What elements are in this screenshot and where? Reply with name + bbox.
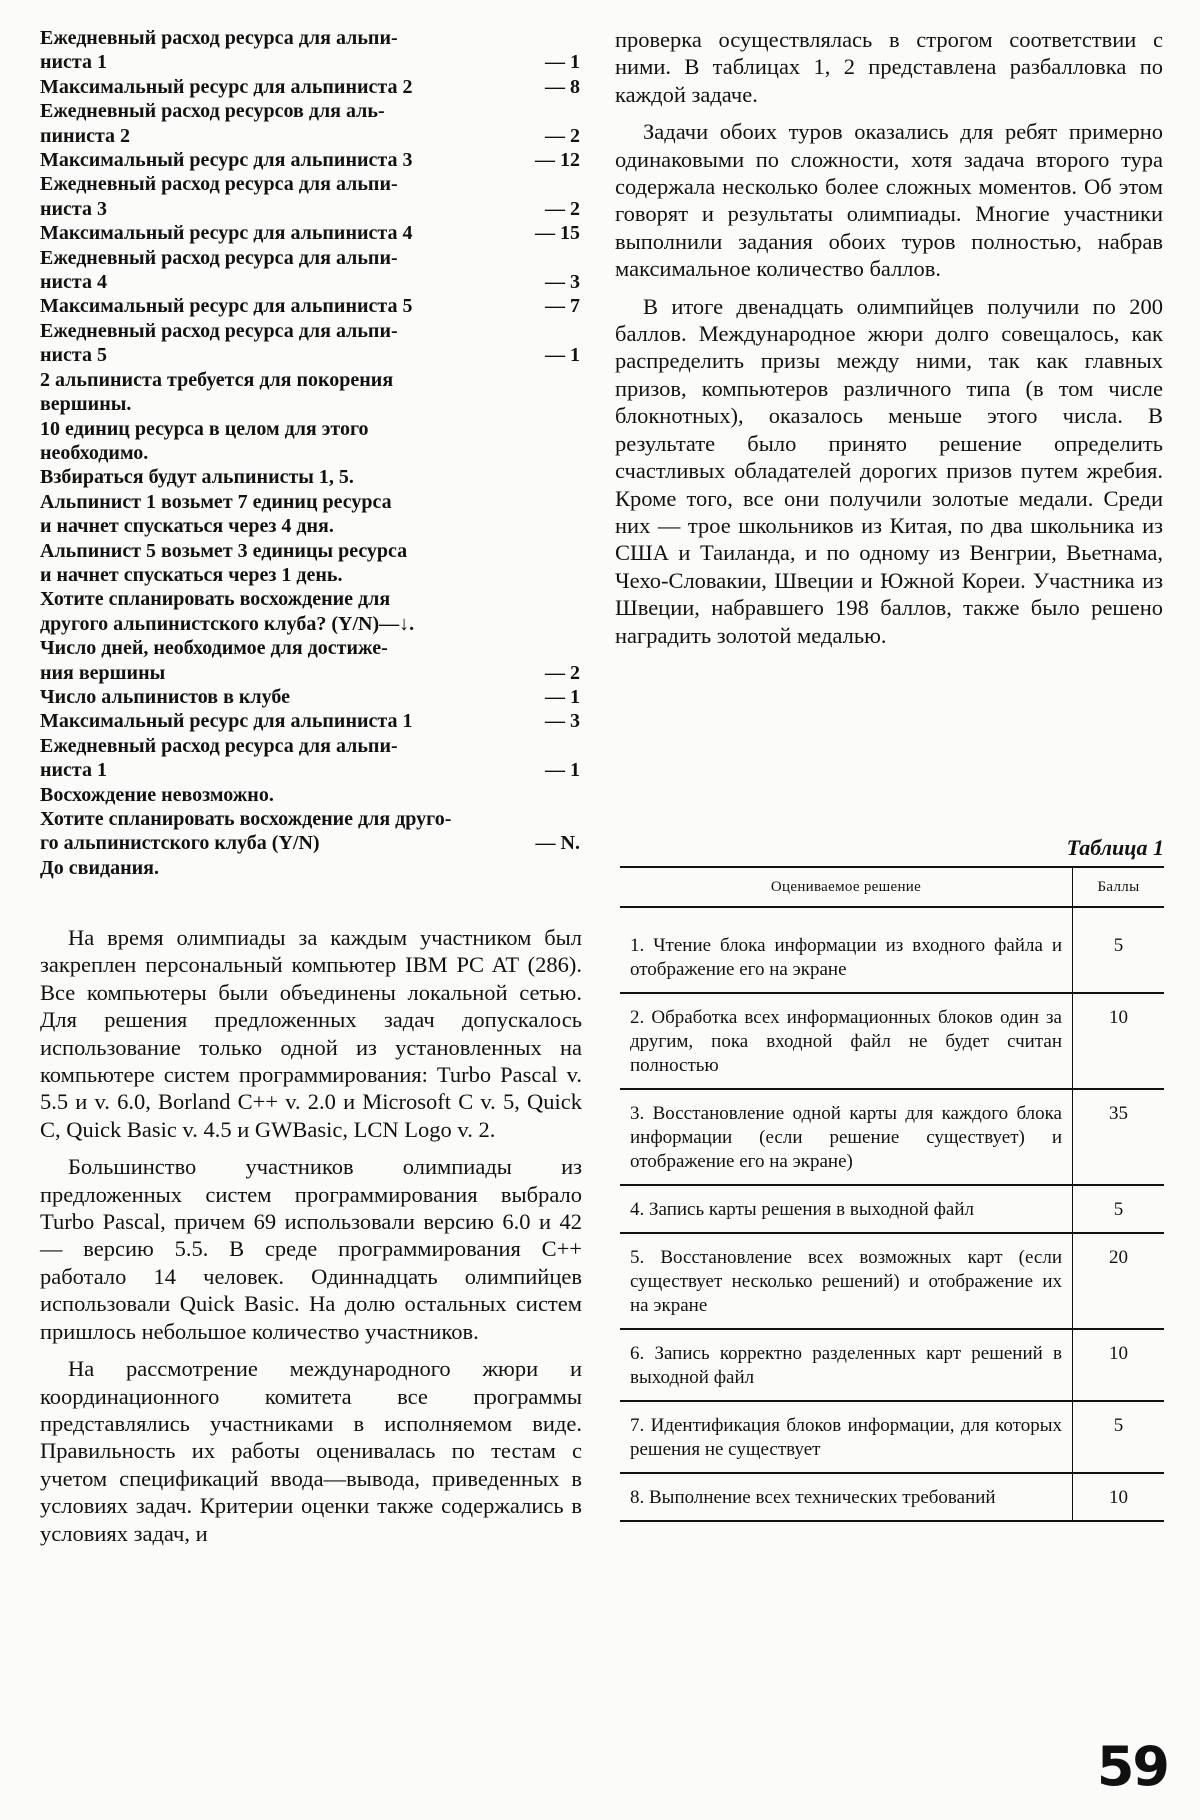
points-cell: 5 bbox=[1073, 1401, 1165, 1473]
listing-text: Максимальный ресурс для альпиниста 2 bbox=[40, 75, 413, 98]
listing-line bbox=[40, 294, 580, 318]
table-row bbox=[620, 1233, 1164, 1329]
column-header-points: Баллы bbox=[1073, 867, 1165, 907]
listing-text: необходимо. bbox=[40, 441, 149, 464]
listing-line bbox=[40, 831, 580, 855]
listing-line bbox=[40, 246, 580, 270]
listing-text: Ежедневный расход ресурса для альпи- bbox=[40, 734, 398, 757]
listing-text: Ежедневный расход ресурса для альпи- bbox=[40, 246, 398, 269]
listing-line bbox=[40, 758, 580, 782]
listing-line bbox=[40, 783, 580, 807]
listing-line bbox=[40, 856, 580, 880]
paragraph: Задачи обоих туров оказались для ребят примерно одинаковыми по сложности, хотя задача второго тура содержала несколько более сложных моментов. Об этом говорят и результаты олимпиады. Многие участники выполнили задания обоих туров полностью, набрав максимальное количество баллов. bbox=[615, 119, 1163, 282]
page-number: 59 bbox=[1096, 1735, 1168, 1798]
listing-value: — 12 bbox=[535, 149, 580, 172]
listing-text: и начнет спускаться через 4 дня. bbox=[40, 515, 334, 538]
listing-text: Ежедневный расход ресурса для альпи- bbox=[40, 173, 398, 196]
listing-line bbox=[40, 734, 580, 758]
points-cell: 35 bbox=[1073, 1089, 1165, 1185]
table-row bbox=[620, 1401, 1164, 1473]
listing-value: — 2 bbox=[545, 661, 580, 684]
table-row bbox=[620, 993, 1164, 1089]
table-row bbox=[620, 1329, 1164, 1401]
left-column-body bbox=[40, 924, 582, 1557]
criterion-cell: 3. Восстановление одной карты для каждого блока информации (если решение существует) и отображение его на экране) bbox=[620, 1089, 1073, 1185]
listing-value: — 1 bbox=[545, 759, 580, 782]
listing-line bbox=[40, 490, 580, 514]
listing-line bbox=[40, 270, 580, 294]
listing-text: пиниста 2 bbox=[40, 124, 131, 147]
listing-line bbox=[40, 26, 580, 50]
criterion-cell: 2. Обработка всех информационных блоков один за другим, пока входной файл не будет считан полностью bbox=[620, 993, 1073, 1089]
criterion-cell: 1. Чтение блока информации из входного файла и отображение его на экране bbox=[620, 907, 1073, 993]
listing-line bbox=[40, 661, 580, 685]
paragraph: На время олимпиады за каждым участником был закреплен персональный компьютер IBM PC AT (286). Все компьютеры были объединены локальной сетью. Для решения предложенных задач допускалось использование только одной из установленных на компьютере систем программирования: Turbo Pascal v. 5.5 и v. 6.0, Borland C++ v. 2.0 и Microsoft C v. 5, Quick C, Quick Basic v. 4.5 и GWBasic, LCN Logo v. 2. bbox=[40, 925, 582, 1142]
scoring-table bbox=[620, 866, 1164, 1522]
listing-text: Число дней, необходимое для достиже- bbox=[40, 637, 388, 660]
listing-text: ниста 3 bbox=[40, 197, 107, 220]
listing-value: — 1 bbox=[545, 51, 580, 74]
listing-text: вершины. bbox=[40, 393, 132, 416]
listing-line bbox=[40, 587, 580, 611]
listing-text: Восхождение невозможно. bbox=[40, 783, 274, 806]
listing-value: — 7 bbox=[545, 295, 580, 318]
listing-text: Максимальный ресурс для альпиниста 4 bbox=[40, 222, 413, 245]
listing-text: Максимальный ресурс для альпиниста 1 bbox=[40, 710, 413, 733]
listing-line bbox=[40, 709, 580, 733]
listing-line bbox=[40, 124, 580, 148]
listing-line bbox=[40, 685, 580, 709]
listing-text: Хотите спланировать восхождение для друго- bbox=[40, 808, 452, 830]
paragraph: В итоге двенадцать олимпийцев получили по 200 баллов. Международное жюри долго совещалось, как распределить призы между ними, так как главных призов, компьютеров различного типа (в том числе блокнотных), оказалось меньше этого числа. В результате было принято решение определить счастливых обладателей дорогих призов путем жребия. Кроме того, все они получили золотые медали. Среди них — трое школьников из Китая, по два школьника из США и Таиланда, и по одному из Венгрии, Вьетнама, Чехо-Словакии, Швеции и Южной Кореи. Участника из Швеции, набравшего 198 баллов, также было решено наградить золотой медалью. bbox=[615, 293, 1163, 648]
listing-text: Ежедневный расход ресурса для альпи- bbox=[40, 27, 398, 49]
paragraph: На рассмотрение международного жюри и координационного комитета все программы представлялись участниками в исполняемом виде. Правильность их работы оценивалась по тестам с учетом спецификаций ввода—вывода, приведенных в условиях задач. Критерии оценки также содержались в условиях задач, и bbox=[40, 1356, 582, 1546]
listing-line bbox=[40, 807, 580, 831]
table-row bbox=[620, 1473, 1164, 1521]
listing-value: — 2 bbox=[545, 197, 580, 220]
listing-text: ниста 1 bbox=[40, 759, 107, 782]
listing-line bbox=[40, 99, 580, 123]
points-cell: 20 bbox=[1073, 1233, 1165, 1329]
listing-text: Альпинист 5 возьмет 3 единицы ресурса bbox=[40, 539, 408, 562]
listing-text: ниста 5 bbox=[40, 344, 107, 367]
paragraph: проверка осуществлялась в строгом соответствии с ними. В таблицах 1, 2 представлена разбалловка по каждой задаче. bbox=[615, 27, 1163, 107]
listing-value: — 3 bbox=[545, 710, 580, 733]
table-row bbox=[620, 907, 1164, 993]
listing-text: другого альпинистского клуба? (Y/N)—↓. bbox=[40, 612, 415, 635]
listing-line bbox=[40, 368, 580, 392]
listing-line bbox=[40, 563, 580, 587]
listing-line bbox=[40, 636, 580, 660]
listing-line bbox=[40, 343, 580, 367]
listing-text: Максимальный ресурс для альпиниста 3 bbox=[40, 149, 413, 172]
listing-line bbox=[40, 514, 580, 538]
listing-line bbox=[40, 221, 580, 245]
listing-line bbox=[40, 465, 580, 489]
points-cell: 10 bbox=[1073, 1329, 1165, 1401]
criterion-cell: 6. Запись корректно разделенных карт решений в выходной файл bbox=[620, 1329, 1073, 1401]
program-output-listing bbox=[40, 26, 580, 880]
listing-text: Взбираться будут альпинисты 1, 5. bbox=[40, 466, 354, 489]
listing-text: ния вершины bbox=[40, 661, 166, 684]
points-cell: 10 bbox=[1073, 1473, 1165, 1521]
listing-text: 2 альпиниста требуется для покорения bbox=[40, 368, 394, 391]
listing-value: — 8 bbox=[545, 75, 580, 98]
criterion-cell: 8. Выполнение всех технических требований bbox=[620, 1473, 1073, 1521]
criterion-cell: 4. Запись карты решения в выходной файл bbox=[620, 1185, 1073, 1233]
listing-value: — 2 bbox=[545, 124, 580, 147]
listing-value: — 1 bbox=[545, 685, 580, 708]
listing-line bbox=[40, 612, 580, 636]
listing-text: Альпинист 1 возьмет 7 единиц ресурса bbox=[40, 490, 392, 513]
listing-line bbox=[40, 172, 580, 196]
listing-value: — N. bbox=[535, 832, 580, 855]
table-row bbox=[620, 1185, 1164, 1233]
listing-text: Ежедневный расход ресурса для альпи- bbox=[40, 319, 398, 342]
listing-value: — 1 bbox=[545, 344, 580, 367]
column-header-solution: Оцениваемое решение bbox=[620, 867, 1073, 907]
listing-line bbox=[40, 148, 580, 172]
table-row bbox=[620, 1089, 1164, 1185]
listing-line bbox=[40, 319, 580, 343]
table-header-row bbox=[620, 867, 1164, 907]
listing-line bbox=[40, 417, 580, 441]
listing-text: го альпинистского клуба (Y/N) bbox=[40, 832, 320, 855]
right-column-body bbox=[615, 26, 1163, 659]
listing-text: ниста 4 bbox=[40, 271, 107, 294]
criterion-cell: 5. Восстановление всех возможных карт (если существует несколько решений) и отображение их на экране bbox=[620, 1233, 1073, 1329]
listing-text: и начнет спускаться через 1 день. bbox=[40, 563, 343, 586]
table-caption: Таблица 1 bbox=[1066, 835, 1164, 860]
listing-text: До свидания. bbox=[40, 856, 159, 879]
listing-line bbox=[40, 539, 580, 563]
listing-line bbox=[40, 392, 580, 416]
listing-text: Число альпинистов в клубе bbox=[40, 685, 290, 708]
criterion-cell: 7. Идентификация блоков информации, для которых решения не существует bbox=[620, 1401, 1073, 1473]
listing-line bbox=[40, 50, 580, 74]
listing-text: Ежедневный расход ресурсов для аль- bbox=[40, 100, 385, 123]
paragraph: Большинство участников олимпиады из предложенных систем программирования выбрало Turbo Pascal, причем 69 использовали версию 6.0 и 42 — версию 5.5. В среде программирования С++ работало 14 человек. Одиннадцать олимпийцев использовали Quick Basic. На долю остальных систем пришлось небольшое количество участников. bbox=[40, 1154, 582, 1344]
listing-line bbox=[40, 441, 580, 465]
listing-value: — 15 bbox=[535, 222, 580, 245]
listing-text: 10 единиц ресурса в целом для этого bbox=[40, 417, 369, 440]
points-cell: 10 bbox=[1073, 993, 1165, 1089]
listing-text: Максимальный ресурс для альпиниста 5 bbox=[40, 295, 413, 318]
listing-line bbox=[40, 197, 580, 221]
points-cell: 5 bbox=[1073, 907, 1165, 993]
points-cell: 5 bbox=[1073, 1185, 1165, 1233]
listing-text: ниста 1 bbox=[40, 51, 107, 74]
listing-text: Хотите спланировать восхождение для bbox=[40, 588, 391, 611]
listing-line bbox=[40, 75, 580, 99]
listing-value: — 3 bbox=[545, 271, 580, 294]
